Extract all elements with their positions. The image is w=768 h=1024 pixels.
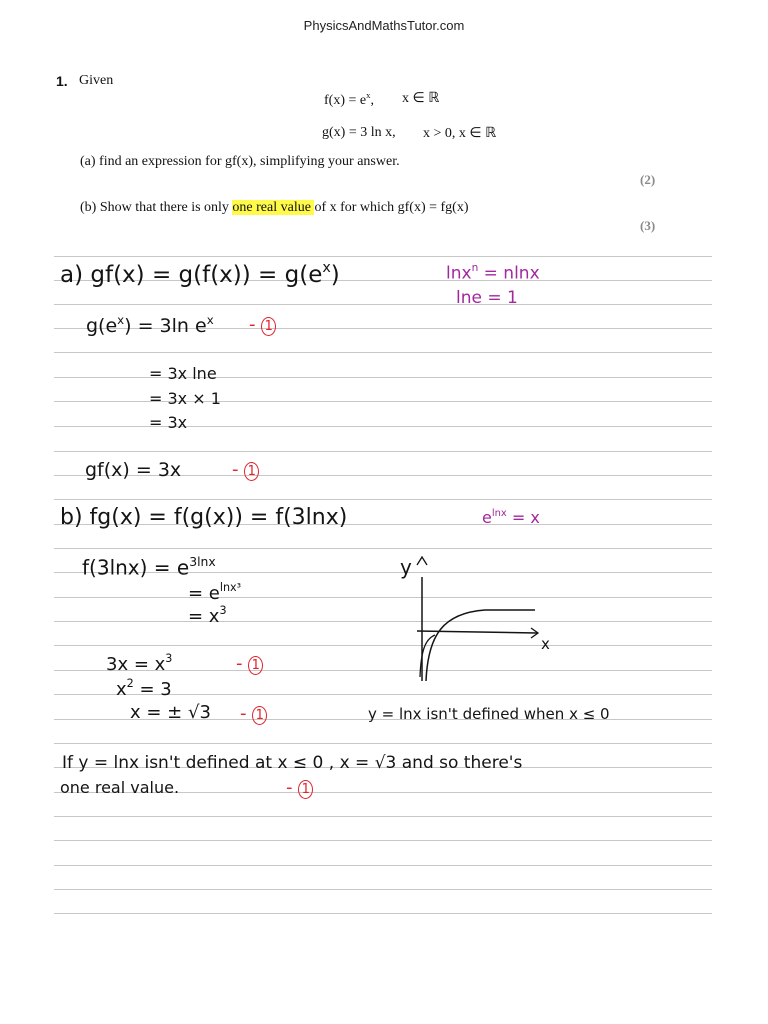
mark-circle: 1 (244, 462, 259, 481)
answer-b-eq1 (106, 652, 172, 675)
g-domain: x > 0, x ∈ ℝ (423, 126, 497, 141)
mark-circle: 1 (261, 317, 276, 336)
part-b-post: of x for which gf(x) = fg(x) (314, 200, 469, 215)
mark-annotation (236, 653, 263, 675)
answer-a-line1-text: a) gf(x) = g(f(x)) = g(e (60, 261, 323, 288)
ln-graph-sketch (395, 555, 575, 685)
answer-b-step1-text: = e (188, 582, 220, 604)
side-note-exp-ln (482, 508, 540, 527)
rule (54, 352, 712, 353)
mark-circle: 1 (252, 706, 267, 725)
rule (54, 548, 712, 549)
rule (54, 451, 712, 452)
answer-a-line2-sup: x (117, 313, 125, 327)
answer-b-line2-sup: 3lnx (189, 554, 216, 569)
f-domain: x ∈ ℝ (402, 91, 440, 106)
f-definition: $f(x) = e^x$, (324, 90, 374, 109)
graph-y-label: y (400, 555, 412, 579)
given-label: Given (79, 73, 114, 88)
mark-annotation (232, 459, 259, 481)
side-note-3-sup: lnx (491, 508, 507, 520)
conclusion-line2: one real value. (60, 778, 180, 797)
question-number: 1. (56, 73, 68, 89)
answer-a-result: gf(x) = 3x (85, 459, 182, 481)
rule (54, 889, 712, 890)
answer-a-line2-text: g(e (86, 315, 118, 338)
graph-x-axis (417, 631, 537, 633)
mark-dash: - (240, 703, 247, 724)
side-note-1-end: = nlnx (478, 263, 540, 284)
answer-b-step2-text: = x (188, 605, 220, 627)
answer-b-eq2-end: = 3 (133, 678, 172, 700)
f-def-text: f(x) = e (324, 93, 367, 109)
answer-b-line2 (82, 554, 216, 580)
rule (54, 597, 712, 598)
answer-a-line2 (86, 313, 214, 337)
g-definition: g(x) = 3 ln x, (322, 125, 396, 140)
rule (54, 865, 712, 866)
answer-b-eq2-sup: 2 (126, 677, 134, 690)
f-def-exp: x (366, 90, 371, 100)
site-header: PhysicsAndMathsTutor.com (303, 18, 465, 33)
answer-b-eq1-text: 3x = x (106, 653, 166, 675)
mark-annotation (240, 703, 267, 725)
mark-circle: 1 (248, 656, 263, 675)
part-a-text: (a) find an expression for gf(x), simplifying your answer. (80, 154, 400, 169)
side-note-log-power (446, 262, 540, 283)
side-note-3-text: e (482, 508, 492, 527)
answer-b-eq2-text: x (116, 678, 127, 700)
answer-b-line1: b) fg(x) = f(g(x)) = f(3lnx) (60, 505, 348, 530)
answer-a-line1-end: ) (330, 261, 340, 288)
rule (54, 816, 712, 817)
rule (54, 645, 712, 646)
answer-b-step2-sup: 3 (219, 604, 227, 617)
conclusion-line1: If y = lnx isn't defined at x ≤ 0 , x = √3 and so there's (62, 753, 523, 773)
answer-a-line2-sup2: x (206, 313, 214, 327)
rule (54, 621, 712, 622)
answer-b-eq3: x = ± √3 (130, 702, 211, 723)
answer-a-line2-mid: ) = 3ln e (124, 315, 207, 338)
mark-dash: - (286, 777, 293, 798)
rule (54, 840, 712, 841)
side-note-1-sup: n (471, 262, 479, 274)
mark-dash: - (249, 314, 256, 335)
side-note-lne: lne = 1 (456, 288, 518, 308)
answer-b-step2 (188, 604, 227, 627)
rule (54, 743, 712, 744)
mark-annotation (249, 314, 276, 336)
graph-note: y = lnx isn't defined when x ≤ 0 (368, 705, 610, 723)
answer-b-line2-text: f(3lnx) = e (82, 555, 190, 580)
answer-a-step1: = 3x lne (149, 364, 217, 383)
graph-x-label: x (541, 635, 550, 653)
mark-dash: - (236, 653, 243, 674)
side-note-3-end: = x (506, 508, 540, 527)
rule (54, 913, 712, 914)
part-a-marks: (2) (640, 172, 656, 187)
part-b-highlight: one real value (232, 200, 315, 215)
part-b-pre: (b) Show that there is only (80, 200, 233, 215)
answer-b-step1 (188, 581, 241, 604)
answer-b-eq2 (116, 677, 172, 700)
mark-circle: 1 (298, 780, 313, 799)
mark-dash: - (232, 459, 239, 480)
part-b-marks: (3) (640, 218, 656, 233)
answer-a-line1-sup: x (322, 260, 331, 276)
part-b-text (80, 200, 469, 216)
answer-b-eq1-sup: 3 (165, 652, 173, 665)
answer-a-step3: = 3x (149, 413, 188, 432)
rule (54, 499, 712, 500)
graph-y-arrow (417, 557, 427, 565)
mark-annotation (286, 777, 313, 799)
side-note-1-text: lnx (446, 263, 472, 284)
graph-ln-curve (426, 610, 535, 681)
answer-a-step2: = 3x × 1 (149, 389, 221, 408)
rule (54, 304, 712, 305)
answer-a-line1 (60, 260, 340, 288)
answer-b-step1-sup: lnx³ (219, 581, 242, 594)
rule (54, 256, 712, 257)
